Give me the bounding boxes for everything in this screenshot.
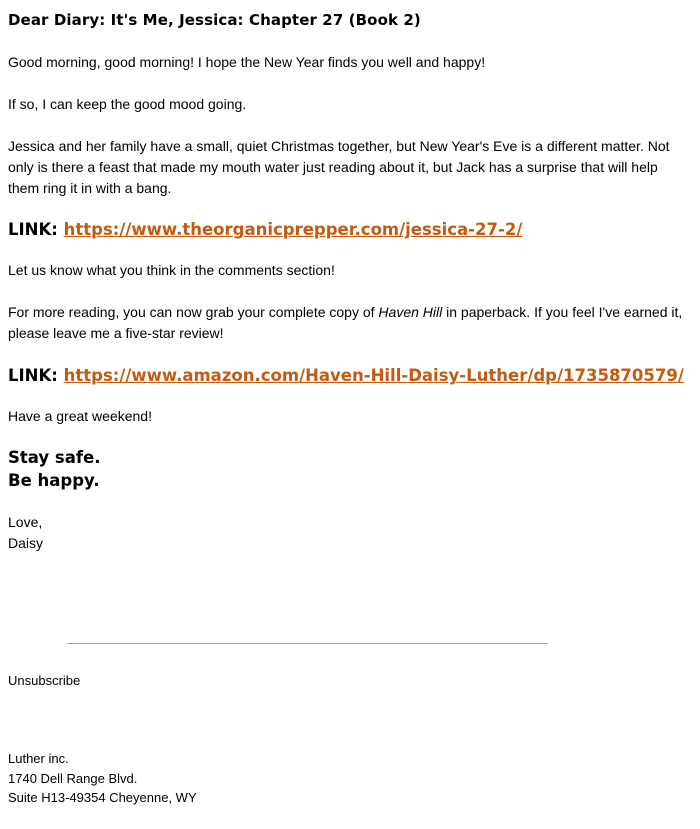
address-suite-city: Suite H13-49354 Cheyenne, WY [8,790,197,805]
signoff-line-2: Be happy. [8,471,100,490]
more-reading-paragraph [8,302,692,344]
address-street: 1740 Dell Range Blvd. [8,770,138,786]
chapter-link-line [8,218,692,242]
footer-divider [67,643,548,644]
mood-paragraph: If so, I can keep the good mood going. [8,96,247,112]
amazon-link-label: LINK: [8,366,58,385]
signoff-line-1: Stay safe. [8,448,101,467]
comments-paragraph: Let us know what you think in the comments section! [8,262,335,278]
closing-love: Love, [8,514,43,530]
chapter-link[interactable]: https://www.theorganicprepper.com/jessica-27-2/ [63,220,523,239]
email-title: Dear Diary: It's Me, Jessica: Chapter 27 (Book 2) [8,11,421,29]
footer-address [8,749,197,808]
closing-name: Daisy [8,535,44,551]
more-reading-text-after: in paperback. If you feel I've earned it, please leave me a five-star review! [8,304,683,341]
story-paragraph: Jessica and her family have a small, quiet Christmas together, but New Year's Eve is a different matter. Not only is there a feast that made my mouth water just reading about it, but Jack has a surprise that will help them ring it in with a bang. [8,138,670,196]
book-title: Haven Hill [378,304,443,320]
signoff [8,446,692,492]
greeting-paragraph: Good morning, good morning! I hope the New Year finds you well and happy! [8,54,486,70]
chapter-link-label: LINK: [8,220,58,239]
unsubscribe-link[interactable]: Unsubscribe [8,673,81,688]
closing [8,512,692,554]
more-reading-text-before: For more reading, you can now grab your complete copy of [8,304,379,320]
amazon-link[interactable]: https://www.amazon.com/Haven-Hill-Daisy-Luther/dp/1735870579/ [63,366,684,385]
address-company: Luther inc. [8,751,69,766]
amazon-link-line [8,364,692,388]
weekend-paragraph: Have a great weekend! [8,408,152,424]
